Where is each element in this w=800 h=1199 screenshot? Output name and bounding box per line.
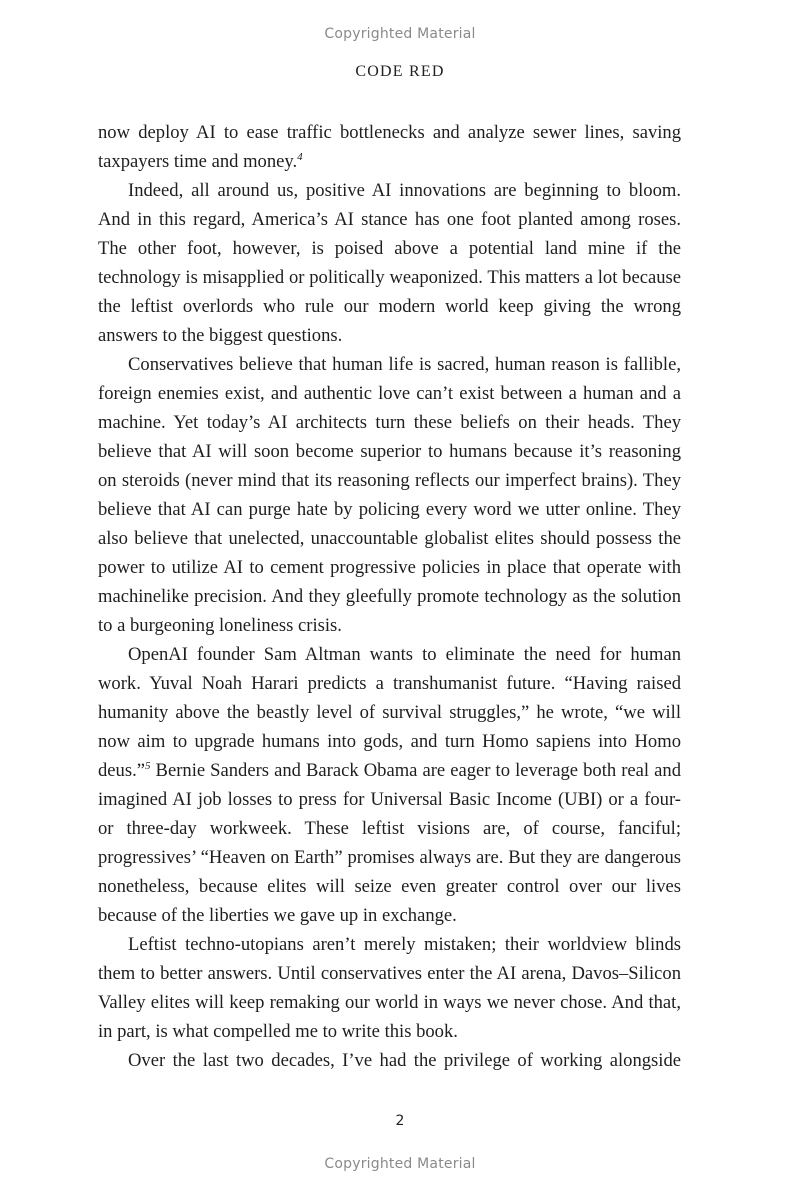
page-number: 2 — [395, 1113, 405, 1129]
paragraph-text: OpenAI founder Sam Altman wants to eliminate the need for human work. Yuval Noah Harari predicts a transhumanist future. “Having raised humanity above the beastly level of survival struggles,” he wrote, “we will now aim to upgrade humans into gods, and turn Homo sapiens into Homo deus.” — [98, 644, 681, 781]
copyright-watermark-top: Copyrighted Material — [324, 26, 476, 42]
footnote-marker: 5 — [144, 759, 151, 772]
paragraph: Conservatives believe that human life is sacred, human reason is fallible, foreign enemies exist, and authentic love can’t exist between a human and a machine. Yet today’s AI architects turn these beliefs on their heads. They believe that AI will soon become superior to humans because it’s reasoning on steroids (never mind that its reasoning reflects our imperfect brains). They believe that AI can purge hate by policing every word we utter online. They also believe that unelected, unaccountable globalist elites should possess the power to utilize AI to cement progressive policies in place that operate with machinelike precision. And they gleefully promote technology as the solution to a burgeoning loneliness crisis. — [98, 354, 681, 636]
paragraph: Indeed, all around us, positive AI innovations are beginning to bloom. And in this regard, America’s AI stance has one foot planted among roses. The other foot, however, is poised above a potential land mine if the technology is misapplied or politically weaponized. This matters a lot because the leftist overlords who rule our modern world keep giving the wrong answers to the biggest questions. — [98, 180, 681, 346]
paragraph — [98, 118, 681, 176]
paragraph: Over the last two decades, I’ve had the privilege of working alongside — [128, 1050, 681, 1071]
paragraph — [98, 640, 681, 930]
running-head: CODE RED — [355, 63, 445, 80]
paragraph-text: now deploy AI to ease traffic bottlenecks and analyze sewer lines, saving taxpayers time and money. — [98, 122, 681, 172]
footnote-marker: 4 — [297, 150, 303, 163]
copyright-watermark-bottom: Copyrighted Material — [324, 1156, 476, 1172]
paragraph-text-continued: Bernie Sanders and Barack Obama are eager to leverage both real and imagined AI job losses to press for Universal Basic Income (UBI) or a four- or three-day workweek. These leftist visions are, of course, fanciful; progressives’ “Heaven on Earth” promises always are. But they are dangerous nonetheless, because elites will seize even greater control over our lives because of the liberties we gave up in exchange. — [98, 760, 681, 926]
paragraph: Leftist techno-utopians aren’t merely mistaken; their worldview blinds them to better answers. Until conservatives enter the AI arena, Davos–Silicon Valley elites will keep remaking our world in ways we never chose. And that, in part, is what compelled me to write this book. — [98, 934, 681, 1042]
body-text — [98, 118, 681, 1075]
